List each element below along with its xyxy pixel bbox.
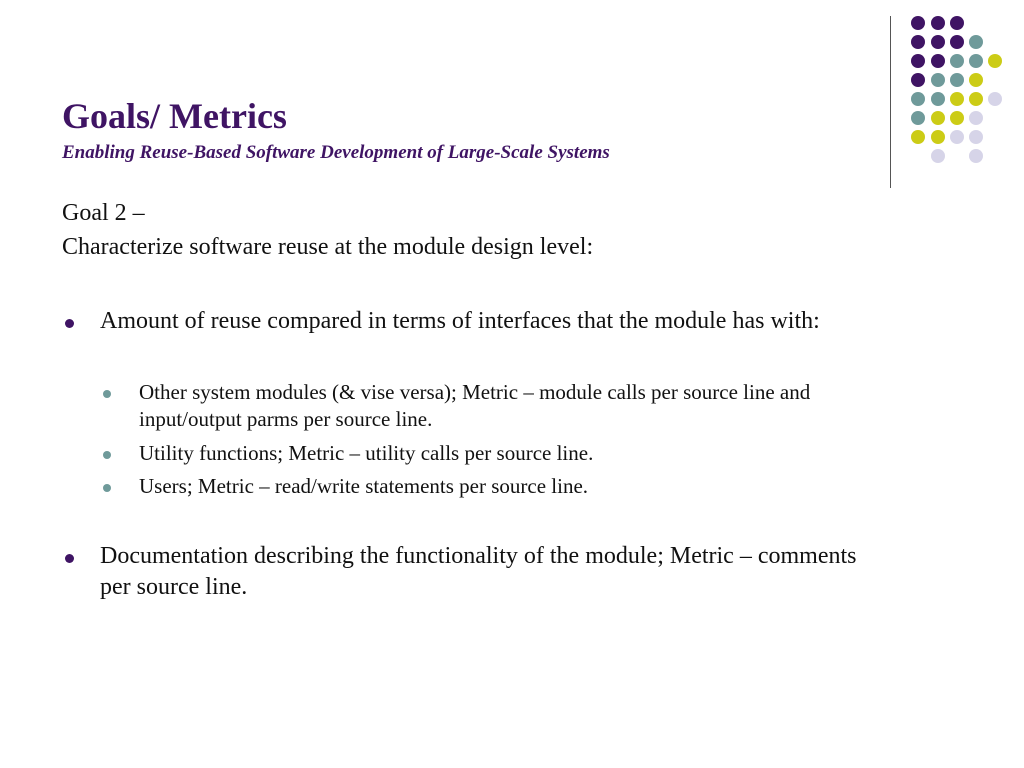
decor-dot (988, 54, 1002, 68)
bullet-text: Documentation describing the functionality of the module; Metric – comments per source line. (100, 543, 857, 600)
decor-dot (931, 149, 945, 163)
decor-dot (988, 92, 1002, 106)
decor-dot (911, 54, 925, 68)
decor-dot (911, 130, 925, 144)
decor-dot (931, 130, 945, 144)
decor-dot (931, 35, 945, 49)
slide-subtitle: Enabling Reuse-Based Software Development of Large-Scale Systems (62, 142, 610, 163)
decor-dot (950, 130, 964, 144)
decor-dot (969, 73, 983, 87)
decor-dot (911, 35, 925, 49)
slide-title: Goals/ Metrics (62, 96, 287, 136)
bullet-dot-icon (103, 451, 111, 459)
spacer (62, 264, 892, 306)
decor-dot (911, 73, 925, 87)
decor-dot (950, 73, 964, 87)
decor-dot (969, 130, 983, 144)
decor-dot (931, 54, 945, 68)
decor-dot (950, 54, 964, 68)
decor-dot (969, 111, 983, 125)
decor-dot (950, 16, 964, 30)
decor-dot (911, 92, 925, 106)
sub-bullet-text: Other system modules (& vise versa); Metric – module calls per source line and input/output parms per source line. (139, 380, 811, 431)
goal-description: Characterize software reuse at the module design level: (62, 234, 594, 260)
bullet-text: Amount of reuse compared in terms of interfaces that the module has with: (100, 308, 820, 334)
sub-bullet-item (62, 379, 892, 433)
decor-dot (969, 54, 983, 68)
decor-dot (911, 16, 925, 30)
sub-bullet-item (62, 473, 892, 500)
sub-bullet-item (62, 440, 892, 467)
bullet-item (62, 541, 892, 603)
bullet-dot-icon (103, 390, 111, 398)
decor-dot (931, 16, 945, 30)
vertical-divider (890, 16, 891, 188)
bullet-item (62, 306, 892, 337)
decor-dot (969, 92, 983, 106)
decor-dot (950, 92, 964, 106)
spacer (62, 337, 892, 379)
bullet-dot-icon (65, 319, 74, 328)
goal-label: Goal 2 – (62, 200, 145, 226)
decor-dot (950, 111, 964, 125)
decor-dot (950, 35, 964, 49)
sub-bullet-text: Users; Metric – read/write statements per source line. (139, 474, 589, 498)
decor-dot (911, 111, 925, 125)
decor-dot (931, 73, 945, 87)
decor-dot (931, 92, 945, 106)
bullet-dot-icon (103, 484, 111, 492)
sub-bullet-text: Utility functions; Metric – utility calls per source line. (139, 441, 594, 465)
decor-dot (969, 35, 983, 49)
decor-dot (931, 111, 945, 125)
decor-dot (969, 149, 983, 163)
bullet-dot-icon (65, 554, 74, 563)
spacer (62, 500, 892, 541)
slide-body (62, 196, 892, 603)
